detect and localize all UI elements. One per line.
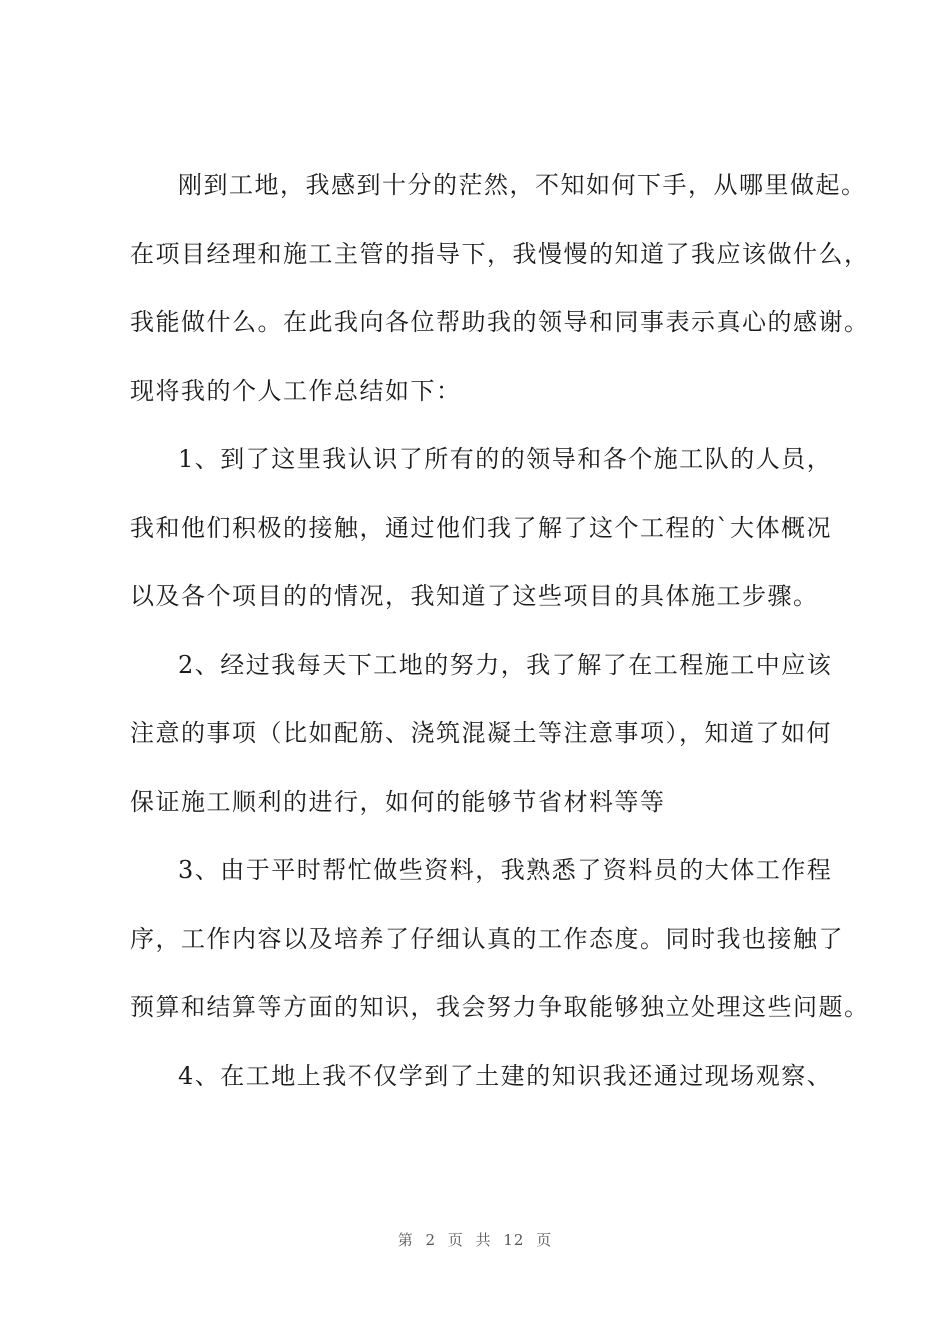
paragraph-line: 4、在工地上我不仅学到了土建的知识我还通过现场观察、 — [178, 1061, 833, 1090]
paragraph-line: 我能做什么。在此我向各位帮助我的领导和同事表示真心的感谢。 — [130, 308, 870, 336]
paragraph-line: 现将我的个人工作总结如下： — [130, 376, 462, 405]
paragraph-line: 在项目经理和施工主管的指导下，我慢慢的知道了我应该做什么， — [130, 239, 870, 268]
paragraph-line: 3、由于平时帮忙做些资料，我熟悉了资料员的大体工作程 — [178, 856, 833, 884]
paragraph-line: 2、经过我每天下工地的努力，我了解了在工程施工中应该 — [178, 650, 833, 679]
paragraph-line: 预算和结算等方面的知识，我会努力争取能够独立处理这些问题。 — [130, 993, 870, 1021]
document-body — [130, 168, 870, 1127]
paragraph-line: 以及各个项目的的情况，我知道了这些项目的具体施工步骤。 — [130, 582, 819, 610]
paragraph-line: 序，工作内容以及培养了仔细认真的工作态度。同时我也接触了 — [130, 924, 844, 953]
paragraph-line: 我和他们积极的接触，通过他们我了解了这个工程的`大体概况 — [130, 513, 832, 542]
paragraph-line: 注意的事项（比如配筋、浇筑混凝土等注意事项），知道了如何 — [130, 719, 832, 747]
paragraph-line: 1、到了这里我认识了所有的的领导和各个施工队的人员， — [178, 445, 833, 473]
paragraph-line: 刚到工地，我感到十分的茫然，不知如何下手，从哪里做起。 — [178, 171, 867, 199]
page-footer: 第 2 页 共 12 页 — [397, 1231, 553, 1249]
paragraph-line: 保证施工顺利的进行，如何的能够节省材料等等 — [130, 787, 666, 816]
